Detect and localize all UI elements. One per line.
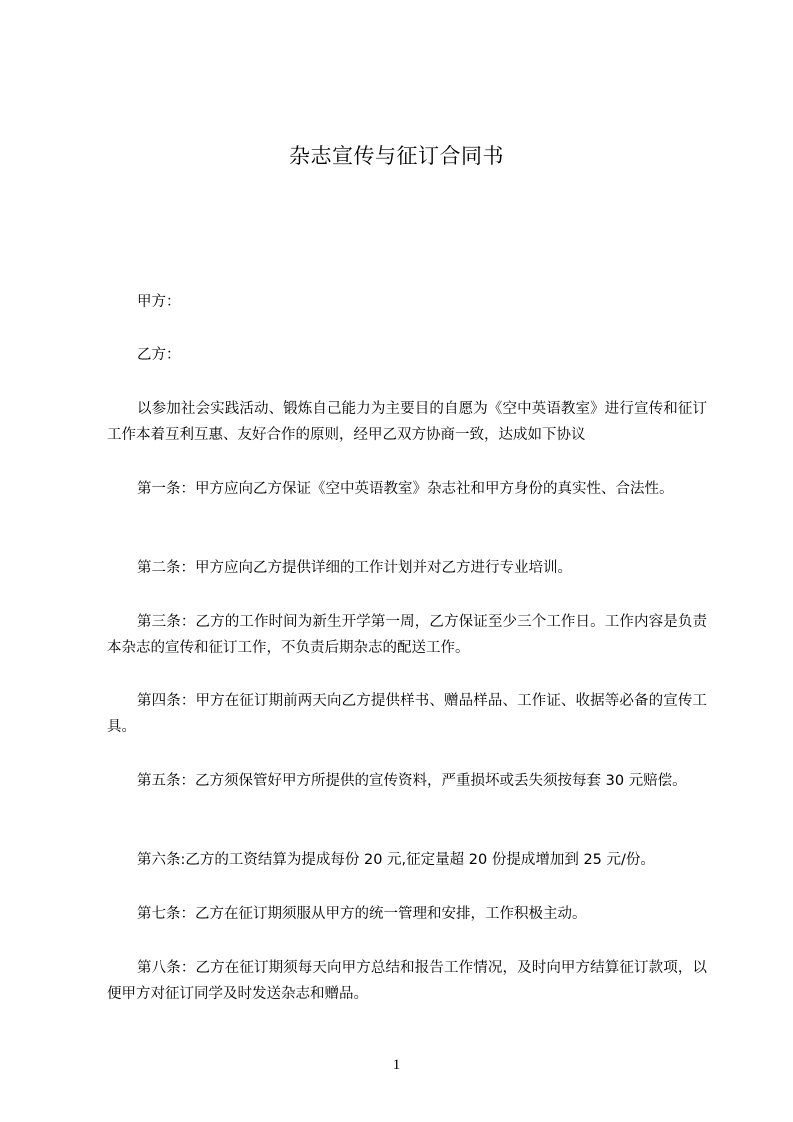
page-number: 1 [392,1057,401,1073]
document-title: 杂志宣传与征订合同书 [289,144,504,168]
article-7: 第七条：乙方在征订期须服从甲方的统一管理和安排，工作积极主动。 [137,906,587,922]
article-2: 第二条：甲方应向乙方提供详细的工作计划并对乙方进行专业培训。 [137,560,572,576]
party-b-label: 乙方： [137,347,181,363]
party-a-label: 甲方： [137,294,181,310]
article-6: 第六条:乙方的工资结算为提成每份 20 元,征定量超 20 份提成增加到 25 元/份。 [137,852,655,868]
article-8: 第八条：乙方在征订期须每天向甲方总结和报告工作情况，及时向甲方结算征订款项，以便甲方对征订同学及时发送杂志和赠品。 [107,960,707,1002]
article-3: 第三条：乙方的工作时间为新生开学第一周，乙方保证至少三个工作日。工作内容是负责本杂志的宣传和征订工作，不负责后期杂志的配送工作。 [107,614,707,656]
article-4: 第四条：甲方在征订期前两天向乙方提供样书、赠品样品、工作证、收据等必备的宣传工具。 [107,693,707,735]
article-5: 第五条：乙方须保管好甲方所提供的宣传资料，严重损坏或丢失须按每套 30 元赔偿。 [137,773,687,789]
article-1: 第一条：甲方应向乙方保证《空中英语教室》杂志社和甲方身份的真实性、合法性。 [137,481,674,497]
intro-paragraph: 以参加社会实践活动、锻炼自己能力为主要目的自愿为《空中英语教室》进行宣传和征订工作本着互利互惠、友好合作的原则，经甲乙双方协商一致，达成如下协议 [107,401,707,443]
